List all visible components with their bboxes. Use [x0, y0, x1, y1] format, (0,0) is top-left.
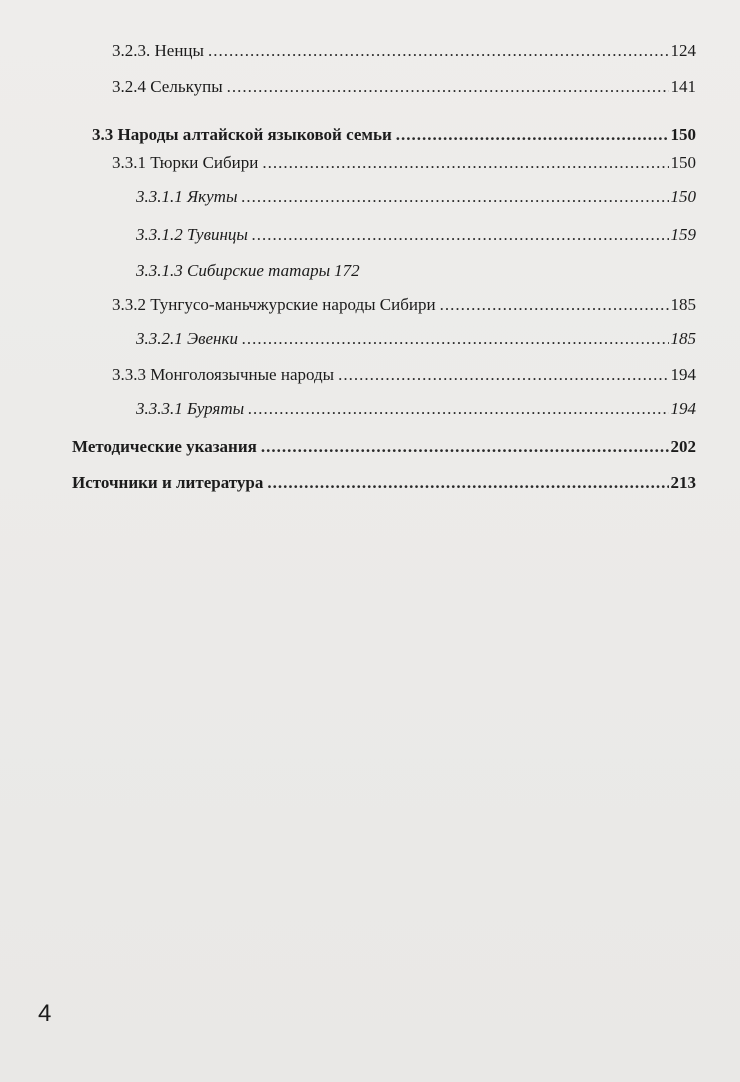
toc-entry-label: 3.3.1 Тюрки Сибири	[112, 153, 259, 172]
toc-leader-dots	[227, 76, 669, 98]
toc-leader-dots	[338, 364, 668, 386]
toc-entry-label: 3.2.3. Ненцы	[112, 41, 204, 60]
toc-entry-label: Методические указания	[72, 437, 257, 456]
toc-entry-label: 3.3.3 Монголоязычные народы	[112, 365, 335, 384]
toc-entry-label: 3.3.1.3 Сибирские татары	[136, 261, 331, 280]
toc-leader-dots	[252, 224, 669, 246]
toc-entry-label: 3.3.2 Тунгусо-маньчжурские народы Сибири	[112, 295, 436, 314]
toc-entry-3-3[interactable]	[92, 124, 696, 146]
toc-entry-page: 150	[670, 153, 696, 172]
toc-entry-label: 3.3.2.1 Эвенки	[136, 329, 238, 348]
toc-entry-label: 3.3.3.1 Буряты	[136, 399, 245, 418]
toc-leader-dots	[208, 40, 669, 62]
toc-entry-label: 3.3.1.2 Тувинцы	[136, 225, 248, 244]
toc-entry-page: 150	[670, 187, 696, 206]
toc-entry-page: 159	[670, 225, 696, 244]
toc-entry-label: 3.2.4 Селькупы	[112, 77, 223, 96]
toc-entry-label: 3.3.1.1 Якуты	[136, 187, 238, 206]
toc-entry-page: 185	[670, 295, 696, 314]
toc-entry-3-3-1-3[interactable]	[136, 260, 696, 282]
toc-entry-3-2-4[interactable]	[112, 76, 696, 98]
toc-entry-page: 202	[670, 437, 696, 456]
toc-entry-methodical-guidelines[interactable]	[72, 436, 696, 458]
toc-leader-dots	[396, 124, 669, 146]
toc-entry-page: 150	[670, 125, 696, 144]
toc-entry-page: 124	[670, 41, 696, 60]
toc-entry-3-3-1-2[interactable]	[136, 224, 696, 246]
toc-entry-sources-literature[interactable]	[72, 472, 696, 494]
toc-entry-3-3-2-1[interactable]	[136, 328, 696, 350]
page-number: 4	[38, 1000, 52, 1027]
toc-entry-3-3-1-1[interactable]	[136, 186, 696, 208]
toc-entry-page: 213	[670, 473, 696, 492]
toc-entry-page: 141	[670, 77, 696, 96]
toc-entry-label: Источники и литература	[72, 473, 264, 492]
toc-leader-dots	[440, 294, 669, 316]
toc-entry-3-2-3[interactable]	[112, 40, 696, 62]
toc-leader-dots	[267, 472, 668, 494]
toc-entry-label: 3.3 Народы алтайской языковой семьи	[92, 125, 392, 144]
toc-entry-3-3-1[interactable]	[112, 152, 696, 174]
toc-entry-page: 194	[670, 365, 696, 384]
toc-leader-dots	[262, 152, 668, 174]
toc-leader-dots	[261, 436, 669, 458]
toc-entry-3-3-3[interactable]	[112, 364, 696, 386]
toc-entry-page: 172	[334, 261, 360, 280]
toc-entry-page: 185	[670, 329, 696, 348]
toc-entry-3-3-2[interactable]	[112, 294, 696, 316]
toc-leader-dots	[242, 328, 669, 350]
toc-leader-dots	[241, 186, 668, 208]
toc-entry-3-3-3-1[interactable]	[136, 398, 696, 420]
toc-entry-page: 194	[670, 399, 696, 418]
toc-leader-dots	[248, 398, 668, 420]
show-through-text	[90, 150, 94, 168]
